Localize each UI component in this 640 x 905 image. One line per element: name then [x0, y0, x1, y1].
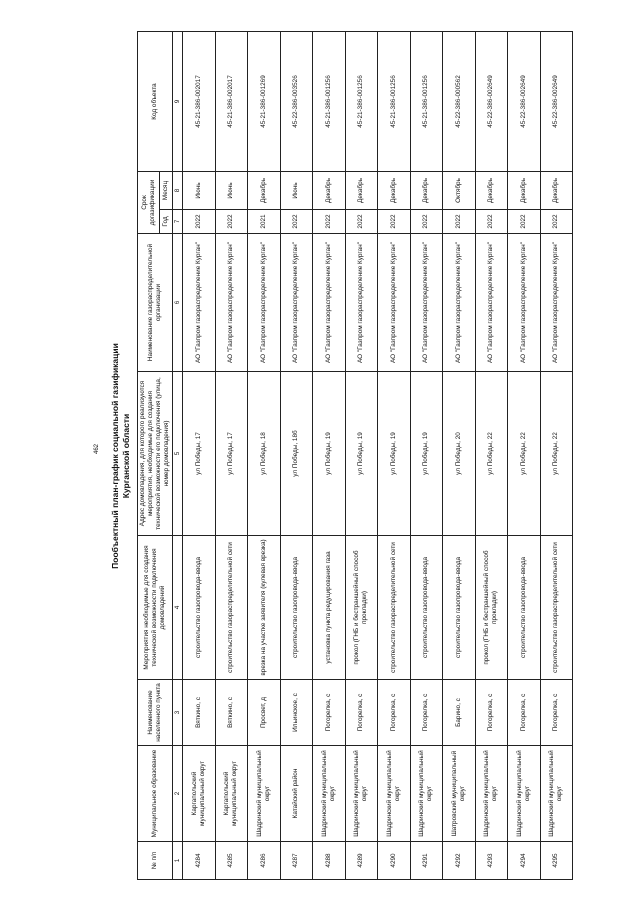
cell-organization: АО "Газпром газораспределение Курган": [410, 234, 443, 372]
cell-code: 45-21-386-001269: [248, 32, 281, 172]
header-num: № п/п: [138, 842, 173, 880]
header-settlement: Наименование населенного пункта: [138, 680, 173, 746]
column-number: 8: [173, 172, 183, 210]
cell-code: 45-22-386-003526: [280, 32, 313, 172]
cell-address: ул Победы, 19: [345, 372, 378, 536]
rotated-page-content: [110, 32, 573, 880]
cell-measures: прокол (ГНБ и бестраншейный способ прокладки): [475, 536, 508, 680]
cell-month: Июнь: [280, 172, 313, 210]
cell-municipality: Шадринский муниципальный округ: [248, 746, 281, 842]
cell-code: 45-21-386-001256: [345, 32, 378, 172]
column-number: 7: [173, 210, 183, 234]
cell-address: ул Победы, 19: [378, 372, 411, 536]
cell-year: 2022: [345, 210, 378, 234]
cell-settlement: Погорелка, с: [508, 680, 541, 746]
table-row: [183, 32, 216, 880]
table-row: [508, 32, 541, 880]
table-row: [345, 32, 378, 880]
table-row: [248, 32, 281, 880]
column-number-row: [173, 32, 183, 880]
cell-municipality: Катайский район: [280, 746, 313, 842]
cell-code: 45-21-386-001256: [378, 32, 411, 172]
cell-settlement: Вяткино, с: [183, 680, 216, 746]
cell-measures: установка пункта редуцирования газа: [313, 536, 346, 680]
cell-address: ул Победы, 19: [410, 372, 443, 536]
cell-month: Декабрь: [345, 172, 378, 210]
cell-measures: строительство газопровода-ввода: [280, 536, 313, 680]
cell-organization: АО "Газпром газораспределение Курган": [313, 234, 346, 372]
cell-settlement: Вяткино, с: [215, 680, 248, 746]
cell-measures: строительство газораспределительной сети: [378, 536, 411, 680]
cell-organization: АО "Газпром газораспределение Курган": [215, 234, 248, 372]
column-number: 4: [173, 536, 183, 680]
cell-num: 4293: [475, 842, 508, 880]
cell-organization: АО "Газпром газораспределение Курган": [475, 234, 508, 372]
cell-month: Октябрь: [443, 172, 476, 210]
cell-organization: АО "Газпром газораспределение Курган": [443, 234, 476, 372]
table-row: [410, 32, 443, 880]
cell-organization: АО "Газпром газораспределение Курган": [345, 234, 378, 372]
cell-measures: строительство газораспределительной сети: [215, 536, 248, 680]
table-row: [540, 32, 573, 880]
cell-month: Декабрь: [475, 172, 508, 210]
cell-num: 4290: [378, 842, 411, 880]
header-term: Срок догазификации: [138, 172, 160, 234]
cell-municipality: Шадринский муниципальный округ: [313, 746, 346, 842]
cell-num: 4292: [443, 842, 476, 880]
cell-address: ул Победы, 17: [215, 372, 248, 536]
cell-settlement: Погорелка, с: [475, 680, 508, 746]
cell-year: 2022: [410, 210, 443, 234]
cell-num: 4288: [313, 842, 346, 880]
cell-month: Декабрь: [248, 172, 281, 210]
cell-address: ул Победы, 22: [475, 372, 508, 536]
cell-municipality: Шатровский муниципальный округ: [443, 746, 476, 842]
header-municipality: Муниципальное образование: [138, 746, 173, 842]
cell-code: 45-21-386-002017: [215, 32, 248, 172]
cell-year: 2022: [215, 210, 248, 234]
cell-settlement: Просвет, д: [248, 680, 281, 746]
cell-settlement: Погорелка, с: [540, 680, 573, 746]
cell-organization: АО "Газпром газораспределение Курган": [183, 234, 216, 372]
cell-num: 4295: [540, 842, 573, 880]
cell-month: Декабрь: [508, 172, 541, 210]
cell-year: 2021: [248, 210, 281, 234]
column-number: 2: [173, 746, 183, 842]
title-line-1: Пообъектный план-график социальной газификации: [110, 343, 120, 569]
cell-address: ул Победы, 17: [183, 372, 216, 536]
cell-measures: врезка на участке заявителя (кулевая врезка): [248, 536, 281, 680]
page-number: 462: [94, 443, 101, 455]
cell-code: 45-22-386-002649: [540, 32, 573, 172]
table-row: [475, 32, 508, 880]
cell-settlement: Погорелка, с: [313, 680, 346, 746]
table-row: [313, 32, 346, 880]
cell-municipality: Шадринский муниципальный округ: [475, 746, 508, 842]
cell-month: Декабрь: [313, 172, 346, 210]
column-number: 6: [173, 234, 183, 372]
cell-num: 4285: [215, 842, 248, 880]
cell-municipality: Каргапольский муниципальный округ: [215, 746, 248, 842]
cell-num: 4284: [183, 842, 216, 880]
header-code: Код объекта: [138, 32, 173, 172]
table-row: [378, 32, 411, 880]
cell-num: 4289: [345, 842, 378, 880]
cell-measures: строительство газопровода-ввода: [410, 536, 443, 680]
column-number: 1: [173, 842, 183, 880]
header-month: Месяц: [160, 172, 173, 210]
cell-municipality: Каргапольский муниципальный округ: [183, 746, 216, 842]
cell-address: ул Победы, 18б: [280, 372, 313, 536]
cell-municipality: Шадринский муниципальный округ: [508, 746, 541, 842]
column-number: 9: [173, 32, 183, 172]
cell-organization: АО "Газпром газораспределение Курган": [280, 234, 313, 372]
cell-num: 4294: [508, 842, 541, 880]
cell-code: 45-21-386-001256: [313, 32, 346, 172]
cell-year: 2022: [183, 210, 216, 234]
header-measures: Мероприятия необходимые для создания технической возможности подключения домовладений: [138, 536, 173, 680]
cell-month: Июнь: [215, 172, 248, 210]
header-address: Адрес домовладения, для которого реализуются мероприятия, необходимые для создания технической возможности его подключения (улица, номер домовладения): [138, 372, 173, 536]
cell-measures: прокол (ГНБ и бестраншейный способ прокладки): [345, 536, 378, 680]
cell-measures: строительство газопровода-ввода: [508, 536, 541, 680]
title-line-2: Курганской области: [121, 413, 131, 499]
column-number: 5: [173, 372, 183, 536]
cell-code: 45-21-386-002017: [183, 32, 216, 172]
cell-month: Декабрь: [540, 172, 573, 210]
cell-address: ул Победы, 20: [443, 372, 476, 536]
cell-num: 4286: [248, 842, 281, 880]
table-body: [183, 32, 573, 880]
cell-organization: АО "Газпром газораспределение Курган": [508, 234, 541, 372]
cell-year: 2022: [540, 210, 573, 234]
cell-measures: строительство газопровода-ввода: [183, 536, 216, 680]
table-row: [215, 32, 248, 880]
cell-settlement: Погорелка, с: [345, 680, 378, 746]
document-title: [110, 32, 132, 880]
cell-measures: строительство газопровода-ввода: [443, 536, 476, 680]
cell-organization: АО "Газпром газораспределение Курган": [248, 234, 281, 372]
cell-municipality: Шадринский муниципальный округ: [410, 746, 443, 842]
cell-municipality: Шадринский муниципальный округ: [540, 746, 573, 842]
cell-year: 2022: [313, 210, 346, 234]
cell-month: Июнь: [183, 172, 216, 210]
cell-num: 4287: [280, 842, 313, 880]
cell-address: ул Победы, 22: [540, 372, 573, 536]
table-row: [443, 32, 476, 880]
cell-municipality: Шадринский муниципальный округ: [378, 746, 411, 842]
cell-code: 45-22-386-002649: [475, 32, 508, 172]
cell-num: 4291: [410, 842, 443, 880]
cell-code: 45-21-386-001256: [410, 32, 443, 172]
table-row: [280, 32, 313, 880]
cell-year: 2022: [378, 210, 411, 234]
cell-month: Декабрь: [410, 172, 443, 210]
cell-organization: АО "Газпром газораспределение Курган": [540, 234, 573, 372]
cell-municipality: Шадринский муниципальный округ: [345, 746, 378, 842]
cell-address: ул Победы, 18: [248, 372, 281, 536]
cell-code: 45-22-386-000562: [443, 32, 476, 172]
cell-settlement: Ильинское, с: [280, 680, 313, 746]
cell-settlement: Барино, с: [443, 680, 476, 746]
cell-year: 2022: [280, 210, 313, 234]
header-organization: Наименование газораспределительной организации: [138, 234, 173, 372]
cell-year: 2022: [508, 210, 541, 234]
header-year: Год: [160, 210, 173, 234]
gasification-schedule-table: [137, 31, 573, 880]
cell-settlement: Погорелка, с: [410, 680, 443, 746]
column-number: 3: [173, 680, 183, 746]
cell-address: ул Победы, 19: [313, 372, 346, 536]
cell-address: ул Победы, 22: [508, 372, 541, 536]
cell-year: 2022: [443, 210, 476, 234]
cell-year: 2022: [475, 210, 508, 234]
cell-measures: строительство газораспределительной сети: [540, 536, 573, 680]
cell-organization: АО "Газпром газораспределение Курган": [378, 234, 411, 372]
cell-code: 45-22-386-002649: [508, 32, 541, 172]
cell-settlement: Погорелка, с: [378, 680, 411, 746]
cell-month: Декабрь: [378, 172, 411, 210]
